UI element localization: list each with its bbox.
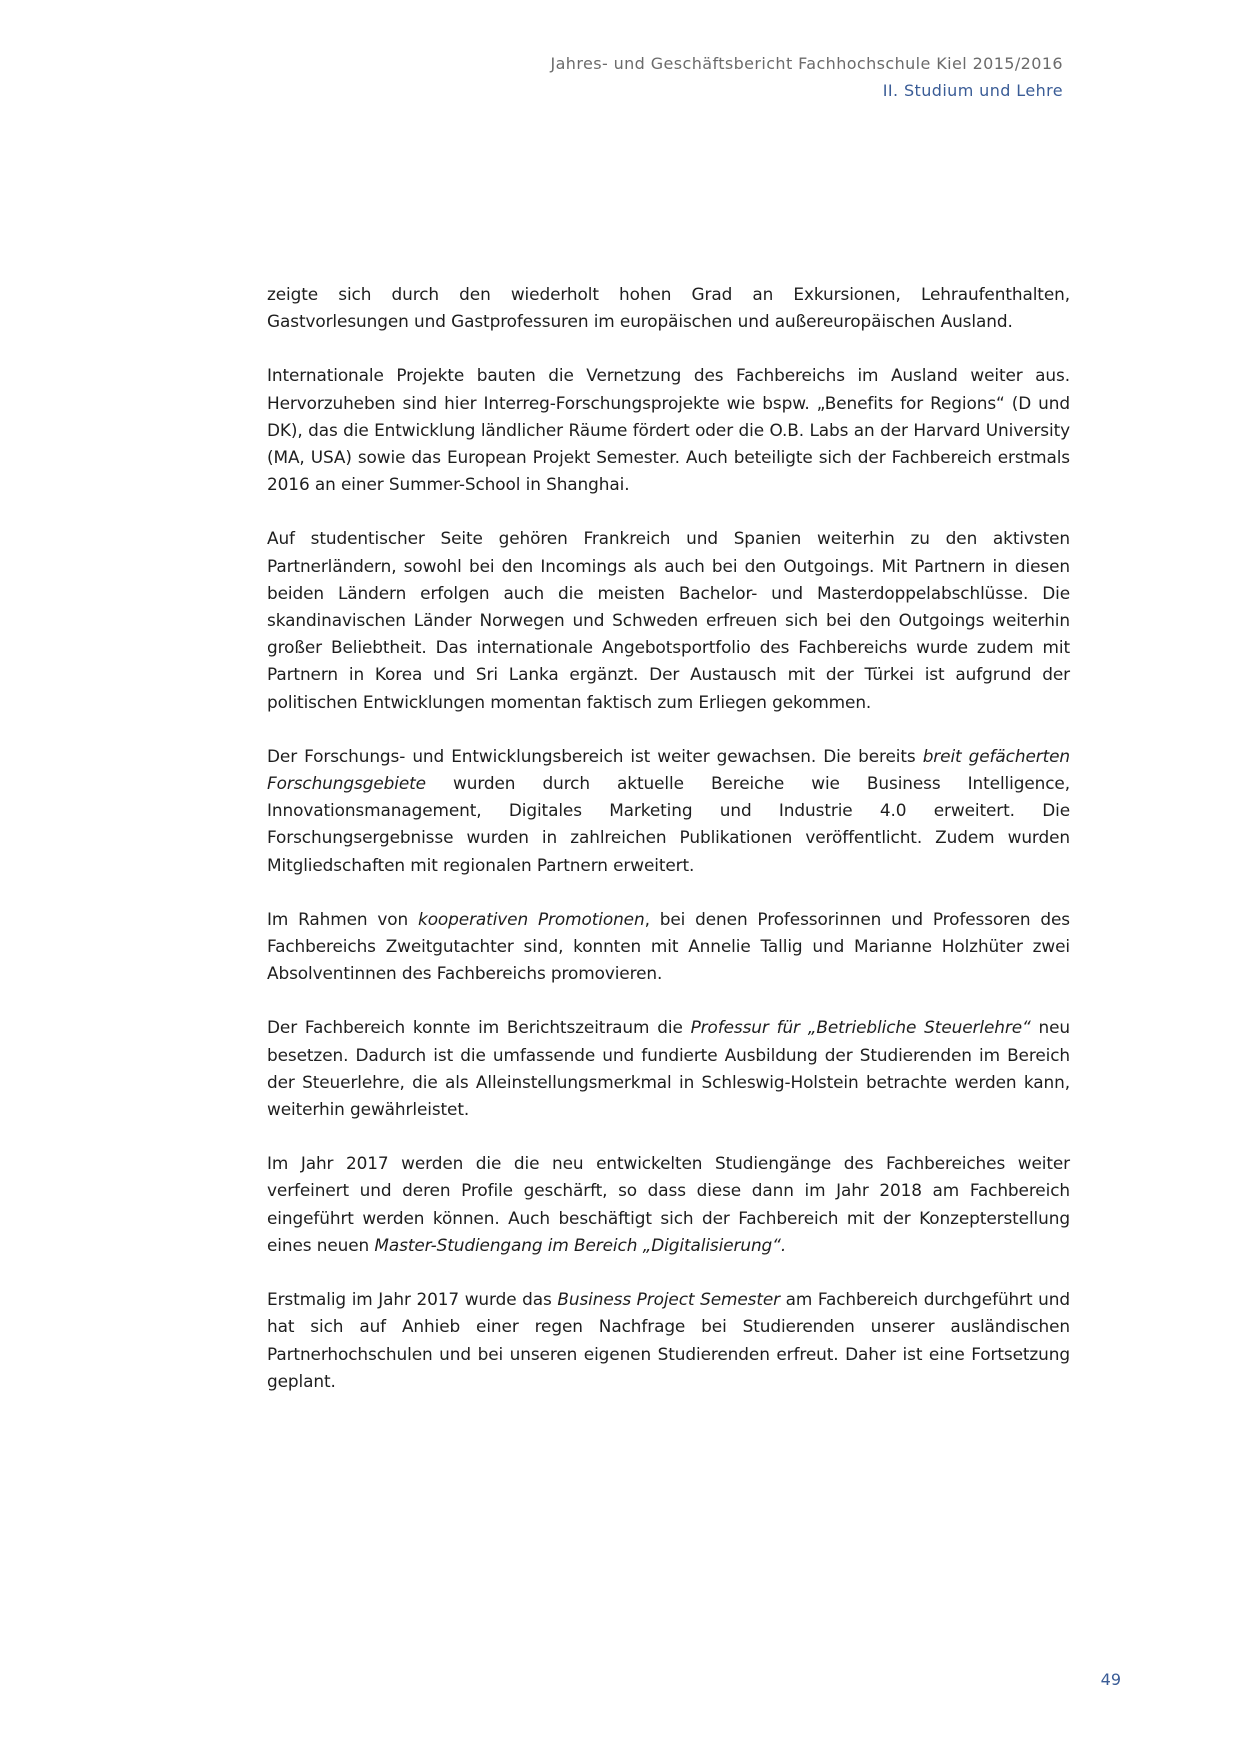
paragraph-professur — [267, 1014, 1070, 1123]
emphasized-text: kooperativen Promotionen — [418, 908, 645, 929]
paragraph-text: , bei denen Professorinnen und Professoren des Fachbereichs Zweitgutachter sind, konnten mit Annelie Tallig und Marianne Holzhüter zwei Absolventinnen des Fachbereichs promovieren. — [267, 908, 1070, 984]
section-title: II. Studium und Lehre — [882, 81, 1063, 100]
paragraph-forschung — [267, 743, 1070, 879]
emphasized-text: breit gefächerten Forschungsgebiete — [267, 745, 1071, 794]
paragraph-studentische-seite: Auf studentischer Seite gehören Frankreich und Spanien weiterhin zu den aktivsten Partnerländern, sowohl bei den Incomings als auch bei den Outgoings. Mit Partnern in diesen beiden Ländern erfolgen auch die meisten Bachelor- und Masterdoppelabschlüsse. Die skandinavischen Länder Norwegen und Schweden erfreuen sich bei den Outgoings weiterhin großer Beliebtheit. Das internationale Angebotsportfolio des Fachbereichs wurde zudem mit Partnern in Korea und Sri Lanka ergänzt. Der Austausch mit der Türkei ist aufgrund der politischen Entwicklungen momentan faktisch zum Erliegen gekommen. — [267, 528, 1070, 712]
emphasized-text: Master-Studiengang im Bereich „Digitalisierung“. — [374, 1234, 787, 1255]
paragraph-text: Der Forschungs- und Entwicklungsbereich ist weiter gewachsen. Die bereits — [267, 745, 923, 766]
page-number: 49 — [1100, 1670, 1121, 1689]
paragraph-text: Im Jahr 2017 werden die die neu entwickelten Studiengänge des Fachbereiches weiter verfeinert und deren Profile geschärft, so dass diese dann im Jahr 2018 am Fachbereich eingeführt werden können. Auch beschäftigt sich der Fachbereich mit der Konzepterstellung eines neuen — [267, 1153, 1070, 1255]
body-text — [267, 281, 1070, 1422]
emphasized-text: Business Project Semester — [557, 1289, 780, 1310]
paragraph-business-project-semester — [267, 1286, 1070, 1395]
paragraph-text: Der Fachbereich konnte im Berichtszeitraum die — [267, 1017, 691, 1038]
paragraph-text: neu besetzen. Dadurch ist die umfassende und fundierte Ausbildung der Studierenden im Bereich der Steuerlehre, die als Alleinstellungsmerkmal in Schleswig-Holstein betrachte werden kann, weiterhin gewährleistet. — [267, 1017, 1070, 1120]
paragraph-text: Erstmalig im Jahr 2017 wurde das — [267, 1289, 558, 1310]
paragraph-exkursionen: zeigte sich durch den wiederholt hohen Grad an Exkursionen, Lehraufenthalten, Gastvorlesungen und Gastprofessuren im europäischen und außereuropäischen Ausland. — [267, 284, 1070, 332]
paragraph-text: wurden durch aktuelle Bereiche wie Business Intelligence, Innovationsmanagement, Digitales Marketing und Industrie 4.0 erweitert. Die Forschungsergebnisse wurden in zahlreichen Publikationen veröffentlicht. Zudem wurden Mitgliedschaften mit regionalen Partnern erweitert. — [267, 773, 1070, 875]
paragraph-studiengaenge — [267, 1150, 1070, 1259]
emphasized-text: Professur für „Betriebliche Steuerlehre“ — [690, 1017, 1031, 1038]
paragraph-text: Im Rahmen von — [267, 908, 419, 929]
paragraph-promotionen — [267, 906, 1070, 988]
page-header — [550, 50, 1063, 104]
paragraph-internationale-projekte: Internationale Projekte bauten die Vernetzung des Fachbereichs im Ausland weiter aus. Hervorzuheben sind hier Interreg-Forschungsprojekte wie bspw. „Benefits for Regions“ (D und DK), das die Entwicklung ländlicher Räume fördert oder die O.B. Labs an der Harvard University (MA, USA) sowie das European Projekt Semester. Auch beteiligte sich der Fachbereich erstmals 2016 an einer Summer-School in Shanghai. — [267, 365, 1070, 495]
report-title: Jahres- und Geschäftsbericht Fachhochschule Kiel 2015/2016 — [550, 54, 1063, 73]
paragraph-text: am Fachbereich durchgeführt und hat sich auf Anhieb einer regen Nachfrage bei Studierenden unserer ausländischen Partnerhochschulen und bei unseren eigenen Studierenden erfreut. Daher ist eine Fortsetzung geplant. — [267, 1289, 1070, 1391]
